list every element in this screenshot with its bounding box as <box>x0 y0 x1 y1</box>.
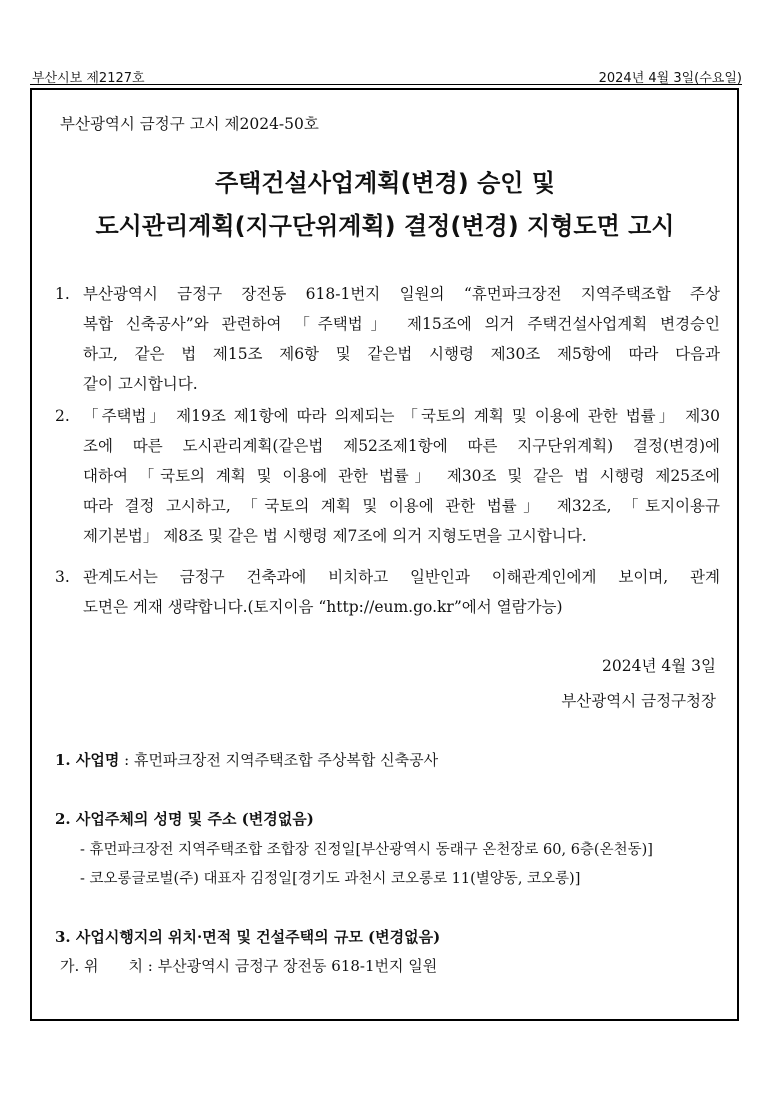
notice-title-line2: 도시관리계획(지구단위계획) 결정(변경) 지형도면 고시 <box>95 212 675 240</box>
section-value: : 휴먼파크장전 지역주택조합 주상복합 신축공사 <box>119 751 439 769</box>
paragraph-2 <box>55 401 720 551</box>
paragraph-line: 제기본법」 제8조 및 같은 법 시행령 제7조에 의거 지형도면을 고시합니다. <box>83 527 587 545</box>
header-divider <box>30 84 742 85</box>
paragraph-line: 조에 따른 도시관리계획(같은법 제52조제1항에 따른 지구단위계획) 결정(변경)에 <box>83 437 720 455</box>
paragraph-line: 복합 신축공사”와 관련하여 「주택법」 제15조에 의거 주택건설사업계획 변경승인 <box>83 315 720 333</box>
gazette-header <box>32 64 742 86</box>
paragraph-number: 1. <box>55 285 70 303</box>
paragraph-line: 「주택법」 제19조 제1항에 따라 의제되는 「국토의 계획 및 이용에 관한 법률」 제30 <box>83 407 720 425</box>
paragraph-line: 하고, 같은 법 제15조 제6항 및 같은법 시행령 제30조 제5항에 따라 다음과 <box>83 345 720 363</box>
paragraph-number: 3. <box>55 568 70 586</box>
section-project-name <box>55 749 438 770</box>
notice-title-line1: 주택건설사업계획(변경) 승인 및 <box>214 169 556 197</box>
section-label: 2. 사업주체의 성명 및 주소 (변경없음) <box>55 810 314 828</box>
issue-date: 2024년 4월 3일(수요일) <box>598 71 742 86</box>
paragraph-3 <box>55 562 720 622</box>
paragraph-line: 부산광역시 금정구 장전동 618-1번지 일원의 “휴먼파크장전 지역주택조합 주상 <box>83 285 720 303</box>
paragraph-line: 따라 결정 고시하고, 「국토의 계획 및 이용에 관한 법률」 제32조, 「토지이용규 <box>83 497 720 515</box>
paragraph-1 <box>55 279 720 399</box>
notice-number: 부산광역시 금정구 고시 제2024-50호 <box>60 115 319 133</box>
section-label: 1. 사업명 <box>55 751 120 769</box>
paragraph-line: 도면은 게재 생략합니다.(토지이음 “http://eum.go.kr”에서 열람가능) <box>83 598 563 616</box>
section-label: 3. 사업시행지의 위치·면적 및 건설주택의 규모 (변경없음) <box>55 928 441 946</box>
operator-item: - 코오롱글로벌(주) 대표자 김정일[경기도 과천시 코오롱로 11(별양동, 코오롱)] <box>80 871 581 887</box>
section-site <box>55 926 440 947</box>
site-location: 가. 위 치 : 부산광역시 금정구 장전동 618-1번지 일원 <box>60 957 438 975</box>
paragraph-line: 관계도서는 금정구 건축과에 비치하고 일반인과 이해관계인에게 보이며, 관계 <box>83 568 720 586</box>
paragraph-number: 2. <box>55 407 70 425</box>
section-operator <box>55 808 314 829</box>
operator-item: - 휴먼파크장전 지역주택조합 조합장 진정일[부산광역시 동래구 온천장로 60, 6층(온천동)] <box>80 842 653 858</box>
issuer-name: 부산광역시 금정구청장 <box>561 692 716 710</box>
notice-date: 2024년 4월 3일 <box>602 657 716 675</box>
paragraph-line: 같이 고시합니다. <box>83 375 198 393</box>
gazette-issue: 부산시보 제2127호 <box>32 71 145 86</box>
paragraph-line: 대하여 「국토의 계획 및 이용에 관한 법률」 제30조 및 같은 법 시행령 제25조에 <box>83 467 720 485</box>
